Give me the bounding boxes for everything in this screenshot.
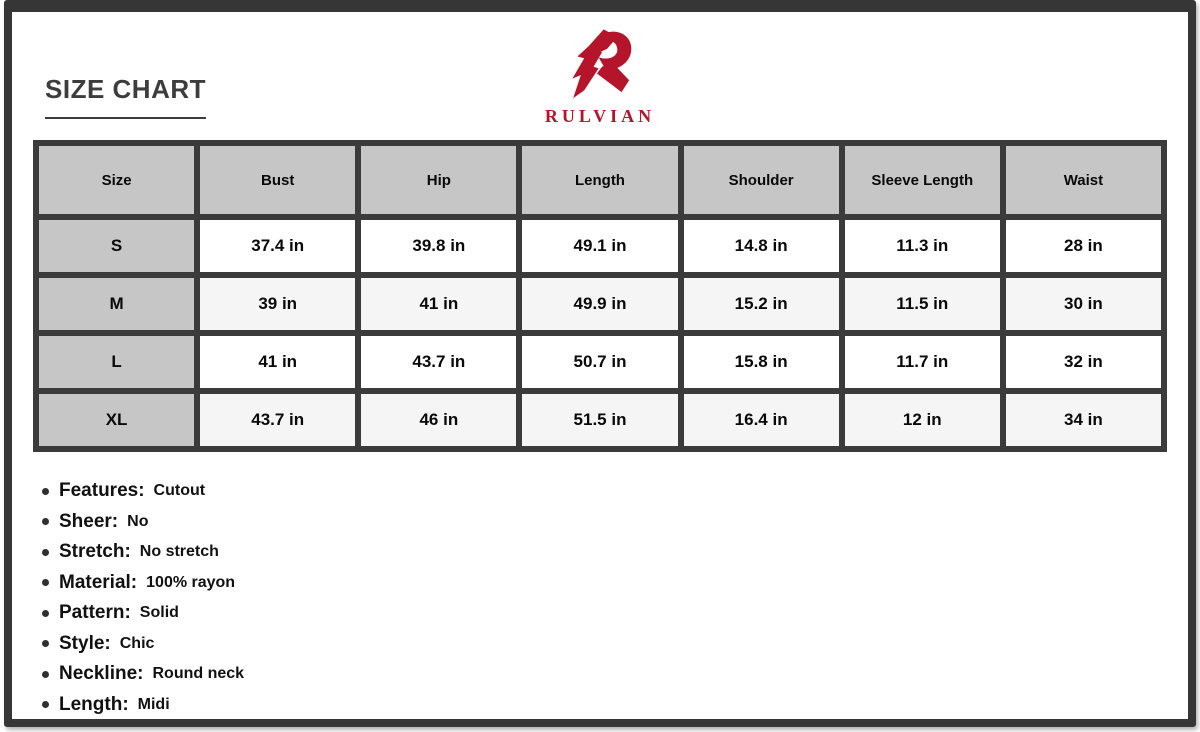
size-cell: L	[39, 336, 194, 388]
detail-value: Solid	[139, 604, 179, 622]
detail-value: 100% rayon	[146, 573, 236, 591]
list-item	[42, 537, 244, 568]
detail-value: No stretch	[139, 543, 219, 561]
measurement-cell: 11.3 in	[845, 220, 1000, 272]
detail-label: Stretch:	[59, 541, 131, 563]
measurement-cell: 41 in	[200, 336, 355, 388]
detail-value: No	[127, 512, 149, 530]
measurement-cell: 11.5 in	[845, 278, 1000, 330]
list-item	[42, 507, 244, 538]
bullet-icon	[42, 701, 49, 708]
list-item	[42, 476, 244, 507]
measurement-cell: 14.8 in	[684, 220, 839, 272]
bullet-icon	[42, 518, 49, 525]
detail-label: Sheer:	[59, 510, 119, 532]
detail-label: Material:	[59, 571, 138, 593]
list-item	[42, 598, 244, 629]
brand-logo-icon	[552, 26, 647, 104]
size-cell: S	[39, 220, 194, 272]
column-header-size: Size	[39, 146, 194, 214]
measurement-cell: 28 in	[1006, 220, 1161, 272]
column-header-bust: Bust	[200, 146, 355, 214]
measurement-cell: 15.2 in	[684, 278, 839, 330]
measurement-cell: 15.8 in	[684, 336, 839, 388]
size-cell: M	[39, 278, 194, 330]
column-header-length: Length	[522, 146, 677, 214]
bullet-icon	[42, 610, 49, 617]
brand-name: RULVIAN	[544, 106, 656, 126]
chart-frame	[4, 0, 1196, 727]
detail-label: Neckline:	[59, 663, 144, 685]
detail-label: Features:	[59, 480, 145, 502]
bullet-icon	[42, 640, 49, 647]
detail-value: Cutout	[153, 482, 206, 500]
size-chart-table	[33, 140, 1167, 452]
bullet-icon	[42, 671, 49, 678]
measurement-cell: 50.7 in	[522, 336, 677, 388]
column-header-waist: Waist	[1006, 146, 1161, 214]
column-header-shoulder: Shoulder	[684, 146, 839, 214]
detail-value: Chic	[119, 634, 155, 652]
column-header-hip: Hip	[361, 146, 516, 214]
detail-label: Style:	[59, 632, 111, 654]
product-details-list	[42, 476, 244, 720]
measurement-cell: 30 in	[1006, 278, 1161, 330]
size-cell: XL	[39, 394, 194, 446]
measurement-cell: 34 in	[1006, 394, 1161, 446]
bullet-icon	[42, 549, 49, 556]
measurement-cell: 51.5 in	[522, 394, 677, 446]
measurement-cell: 41 in	[361, 278, 516, 330]
bullet-icon	[42, 579, 49, 586]
list-item	[42, 690, 244, 721]
detail-value: Round neck	[152, 665, 245, 683]
column-header-sleeve-length: Sleeve Length	[845, 146, 1000, 214]
measurement-cell: 39.8 in	[361, 220, 516, 272]
detail-label: Length:	[59, 693, 129, 715]
list-item	[42, 568, 244, 599]
measurement-cell: 11.7 in	[845, 336, 1000, 388]
brand-logo	[545, 26, 655, 127]
measurement-cell: 49.9 in	[522, 278, 677, 330]
bullet-icon	[42, 488, 49, 495]
measurement-cell: 12 in	[845, 394, 1000, 446]
detail-value: Midi	[137, 695, 170, 713]
measurement-cell: 39 in	[200, 278, 355, 330]
measurement-cell: 37.4 in	[200, 220, 355, 272]
detail-label: Pattern:	[59, 602, 131, 624]
list-item	[42, 629, 244, 660]
page-title: SIZE CHART	[45, 74, 206, 119]
measurement-cell: 43.7 in	[200, 394, 355, 446]
measurement-cell: 32 in	[1006, 336, 1161, 388]
measurement-cell: 43.7 in	[361, 336, 516, 388]
measurement-cell: 16.4 in	[684, 394, 839, 446]
measurement-cell: 46 in	[361, 394, 516, 446]
measurement-cell: 49.1 in	[522, 220, 677, 272]
list-item	[42, 659, 244, 690]
